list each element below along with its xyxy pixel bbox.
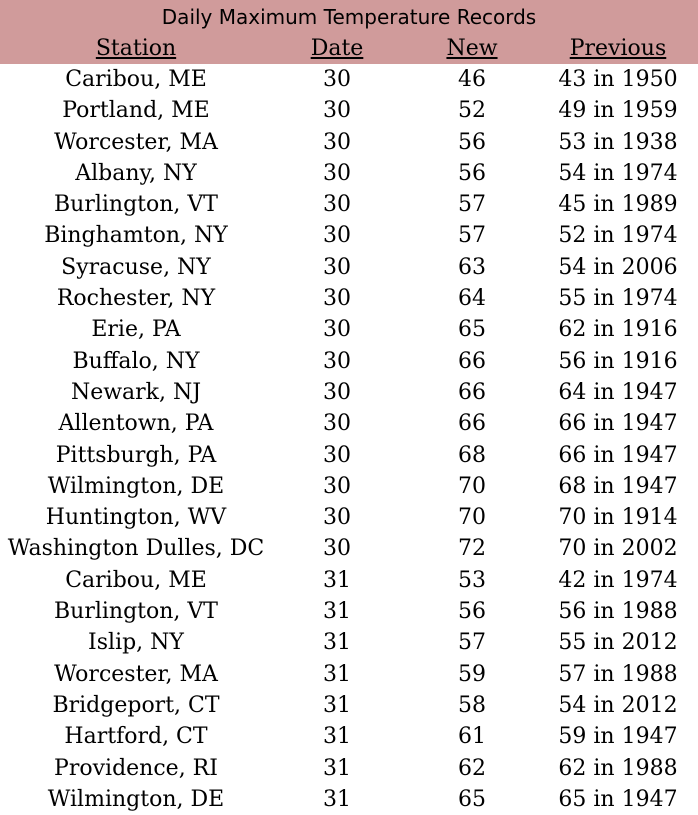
station-cell: Allentown, PA	[58, 411, 214, 437]
station-cell: Hartford, CT	[64, 724, 208, 750]
table-row	[0, 346, 698, 377]
table-row	[0, 690, 698, 721]
date-cell: 31	[323, 786, 351, 812]
date-cell: 30	[323, 473, 351, 499]
table-row	[0, 784, 698, 815]
new-record-cell: 70	[458, 505, 486, 531]
date-cell: 31	[323, 692, 351, 718]
previous-record-cell: 54 in 2012	[558, 692, 678, 718]
table-row	[0, 252, 698, 283]
date-cell: 30	[323, 505, 351, 531]
station-cell: Buffalo, NY	[72, 348, 200, 374]
station-cell: Erie, PA	[91, 317, 181, 343]
table-row	[0, 283, 698, 314]
column-header-station: Station	[95, 36, 177, 61]
new-record-cell: 65	[458, 786, 486, 812]
table-header-band	[0, 0, 698, 64]
date-cell: 30	[323, 129, 351, 155]
date-cell: 31	[323, 755, 351, 781]
table-row	[0, 533, 698, 564]
station-cell: Caribou, ME	[65, 67, 207, 92]
previous-record-cell: 59 in 1947	[558, 724, 678, 750]
new-record-cell: 46	[458, 67, 486, 92]
table-row	[0, 565, 698, 596]
date-cell: 30	[323, 223, 351, 249]
station-cell: Bridgeport, CT	[52, 692, 220, 718]
station-cell: Portland, ME	[62, 98, 210, 124]
new-record-cell: 66	[458, 379, 486, 405]
station-cell: Islip, NY	[88, 630, 184, 656]
date-cell: 31	[323, 567, 351, 593]
station-cell: Wilmington, DE	[47, 786, 225, 812]
previous-record-cell: 66 in 1947	[558, 442, 678, 468]
new-record-cell: 64	[458, 286, 486, 312]
table-row	[0, 502, 698, 533]
station-cell: Washington Dulles, DC	[7, 536, 265, 562]
date-cell: 31	[323, 661, 351, 687]
previous-record-cell: 56 in 1988	[558, 599, 678, 625]
new-record-cell: 53	[458, 567, 486, 593]
previous-record-cell: 43 in 1950	[558, 67, 678, 92]
previous-record-cell: 70 in 2002	[558, 536, 678, 562]
table-body	[0, 64, 698, 815]
table-row	[0, 314, 698, 345]
station-cell: Wilmington, DE	[47, 473, 225, 499]
previous-record-cell: 42 in 1974	[558, 567, 678, 593]
table-row	[0, 753, 698, 784]
date-cell: 30	[323, 536, 351, 562]
station-cell: Providence, RI	[54, 755, 218, 781]
new-record-cell: 68	[458, 442, 486, 468]
station-cell: Burlington, VT	[54, 599, 218, 625]
date-cell: 30	[323, 411, 351, 437]
station-cell: Huntington, WV	[45, 505, 227, 531]
date-cell: 30	[323, 160, 351, 186]
date-cell: 30	[323, 442, 351, 468]
new-record-cell: 62	[458, 755, 486, 781]
station-cell: Caribou, ME	[65, 567, 207, 593]
station-cell: Worcester, MA	[54, 661, 218, 687]
new-record-cell: 58	[458, 692, 486, 718]
table-row	[0, 596, 698, 627]
table-row	[0, 471, 698, 502]
date-cell: 30	[323, 317, 351, 343]
new-record-cell: 56	[458, 129, 486, 155]
table-title: Daily Maximum Temperature Records	[161, 5, 537, 29]
previous-record-cell: 49 in 1959	[558, 98, 678, 124]
new-record-cell: 56	[458, 599, 486, 625]
previous-record-cell: 55 in 2012	[558, 630, 678, 656]
new-record-cell: 66	[458, 411, 486, 437]
previous-record-cell: 66 in 1947	[558, 411, 678, 437]
previous-record-cell: 53 in 1938	[558, 129, 678, 155]
date-cell: 30	[323, 379, 351, 405]
new-record-cell: 57	[458, 630, 486, 656]
previous-record-cell: 57 in 1988	[558, 661, 678, 687]
station-cell: Rochester, NY	[56, 286, 216, 312]
previous-record-cell: 55 in 1974	[558, 286, 678, 312]
table-row	[0, 158, 698, 189]
new-record-cell: 70	[458, 473, 486, 499]
previous-record-cell: 54 in 2006	[558, 254, 678, 280]
column-header-new: New	[446, 36, 498, 61]
date-cell: 31	[323, 599, 351, 625]
previous-record-cell: 62 in 1988	[558, 755, 678, 781]
table-row	[0, 189, 698, 220]
date-cell: 30	[323, 67, 351, 92]
column-header-previous: Previous	[569, 36, 667, 61]
station-cell: Albany, NY	[75, 160, 197, 186]
date-cell: 30	[323, 254, 351, 280]
new-record-cell: 66	[458, 348, 486, 374]
table-row	[0, 627, 698, 658]
date-cell: 31	[323, 724, 351, 750]
new-record-cell: 59	[458, 661, 486, 687]
date-cell: 30	[323, 192, 351, 218]
previous-record-cell: 62 in 1916	[558, 317, 678, 343]
previous-record-cell: 52 in 1974	[558, 223, 678, 249]
new-record-cell: 52	[458, 98, 486, 124]
previous-record-cell: 65 in 1947	[558, 786, 678, 812]
table-row	[0, 408, 698, 439]
date-cell: 31	[323, 630, 351, 656]
station-cell: Newark, NJ	[70, 379, 202, 405]
station-cell: Binghamton, NY	[44, 223, 228, 249]
new-record-cell: 63	[458, 254, 486, 280]
table-row	[0, 64, 698, 95]
previous-record-cell: 68 in 1947	[558, 473, 678, 499]
table-row	[0, 127, 698, 158]
previous-record-cell: 70 in 1914	[558, 505, 678, 531]
date-cell: 30	[323, 98, 351, 124]
table-row	[0, 377, 698, 408]
new-record-cell: 56	[458, 160, 486, 186]
new-record-cell: 57	[458, 223, 486, 249]
date-cell: 30	[323, 286, 351, 312]
table-row	[0, 721, 698, 752]
column-header-date: Date	[310, 36, 364, 61]
previous-record-cell: 56 in 1916	[558, 348, 678, 374]
table-row	[0, 95, 698, 126]
previous-record-cell: 45 in 1989	[558, 192, 678, 218]
table-row	[0, 440, 698, 471]
date-cell: 30	[323, 348, 351, 374]
previous-record-cell: 64 in 1947	[558, 379, 678, 405]
new-record-cell: 61	[458, 724, 486, 750]
new-record-cell: 72	[458, 536, 486, 562]
new-record-cell: 57	[458, 192, 486, 218]
station-cell: Syracuse, NY	[61, 254, 211, 280]
new-record-cell: 65	[458, 317, 486, 343]
table-row	[0, 659, 698, 690]
previous-record-cell: 54 in 1974	[558, 160, 678, 186]
table-row	[0, 220, 698, 251]
station-cell: Worcester, MA	[54, 129, 218, 155]
station-cell: Burlington, VT	[54, 192, 218, 218]
station-cell: Pittsburgh, PA	[55, 442, 217, 468]
